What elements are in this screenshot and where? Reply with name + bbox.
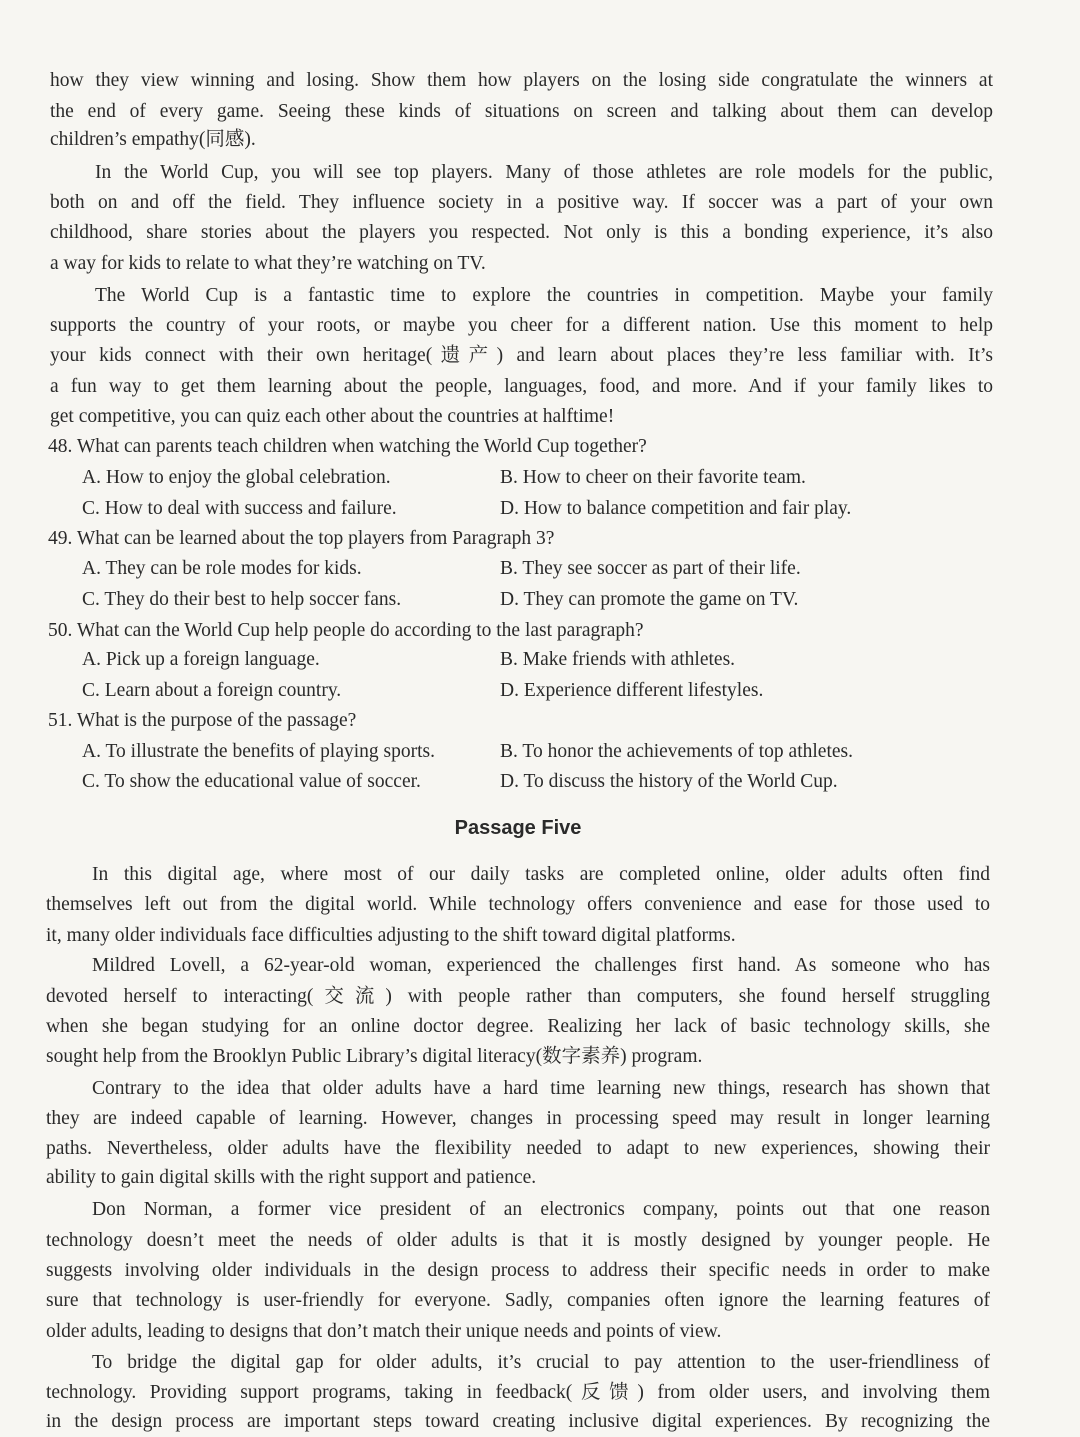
text-line: a way for kids to relate to what they’re watching on TV. (50, 253, 486, 274)
text-line: sought help from the Brooklyn Public Library’s digital literacy(数字素养) program. (46, 1046, 703, 1067)
text-line: Mildred Lovell, a 62-year-old woman, experienced the challenges first hand. As someone who has (92, 955, 990, 976)
text-line: get competitive, you can quiz each other about the countries at halftime! (50, 406, 615, 427)
question-stem: 48. What can parents teach children when watching the World Cup together? (48, 436, 647, 457)
option-d[interactable]: D. How to balance competition and fair play. (500, 498, 852, 519)
text-line: they are indeed capable of learning. However, changes in processing speed may result in longer learning (46, 1108, 990, 1129)
option-c[interactable]: C. Learn about a foreign country. (82, 680, 342, 701)
text-line: To bridge the digital gap for older adults, it’s crucial to pay attention to the user-friendliness of (92, 1352, 990, 1373)
text-line: In this digital age, where most of our daily tasks are completed online, older adults often find (92, 864, 990, 885)
text-line: technology. Providing support programs, taking in feedback(反馈) from older users, and involving them (46, 1382, 990, 1403)
text-line: in the design process are important steps toward creating inclusive digital experiences. By recognizing the (46, 1411, 990, 1432)
option-c[interactable]: C. How to deal with success and failure. (82, 498, 397, 519)
question-stem: 50. What can the World Cup help people do according to the last paragraph? (48, 620, 644, 641)
text-line: sure that technology is user-friendly for everyone. Sadly, companies often ignore the learning features of (46, 1290, 990, 1311)
question-stem: 49. What can be learned about the top players from Paragraph 3? (48, 528, 555, 549)
text-line: technology doesn’t meet the needs of older adults is that it is mostly designed by younger people. He (46, 1230, 990, 1251)
option-d[interactable]: D. They can promote the game on TV. (500, 589, 799, 610)
question-stem: 51. What is the purpose of the passage? (48, 710, 357, 731)
option-b[interactable]: B. To honor the achievements of top athletes. (500, 741, 853, 762)
passage-five-title: Passage Five (454, 817, 582, 839)
option-a[interactable]: A. They can be role modes for kids. (82, 558, 362, 579)
option-a[interactable]: A. Pick up a foreign language. (82, 649, 320, 670)
text-line: The World Cup is a fantastic time to explore the countries in competition. Maybe your family (95, 285, 993, 306)
text-line: older adults, leading to designs that don’t match their unique needs and points of view. (46, 1321, 722, 1342)
option-b[interactable]: B. How to cheer on their favorite team. (500, 467, 806, 488)
option-b[interactable]: B. Make friends with athletes. (500, 649, 736, 670)
text-line: devoted herself to interacting(交流) with people rather than computers, she found herself struggling (46, 986, 990, 1007)
text-line: ability to gain digital skills with the right support and patience. (46, 1167, 537, 1188)
text-line: how they view winning and losing. Show them how players on the losing side congratulate the winners at (50, 70, 993, 91)
text-line: Don Norman, a former vice president of an electronics company, points out that one reason (92, 1199, 990, 1220)
text-line: supports the country of your roots, or maybe you cheer for a different nation. Use this moment to help (50, 315, 993, 336)
text-line: In the World Cup, you will see top players. Many of those athletes are role models for the public, (95, 162, 993, 183)
text-line: it, many older individuals face difficulties adjusting to the shift toward digital platforms. (46, 925, 736, 946)
option-c[interactable]: C. They do their best to help soccer fans. (82, 589, 402, 610)
option-c[interactable]: C. To show the educational value of soccer. (82, 771, 421, 792)
option-a[interactable]: A. To illustrate the benefits of playing sports. (82, 741, 436, 762)
option-a[interactable]: A. How to enjoy the global celebration. (82, 467, 391, 488)
text-line: paths. Nevertheless, older adults have the flexibility needed to adapt to new experiences, showing their (46, 1138, 990, 1159)
text-line: when she began studying for an online doctor degree. Realizing her lack of basic technology skills, she (46, 1016, 990, 1037)
text-line: a fun way to get them learning about the people, languages, food, and more. And if your family likes to (50, 376, 993, 397)
text-line: Contrary to the idea that older adults have a hard time learning new things, research has shown that (92, 1078, 990, 1099)
option-d[interactable]: D. Experience different lifestyles. (500, 680, 764, 701)
text-line: childhood, share stories about the players you respected. Not only is this a bonding experience, it’s also (50, 222, 993, 243)
text-line: suggests involving older individuals in the design process to address their specific needs in order to make (46, 1260, 990, 1281)
text-line: children’s empathy(同感). (50, 129, 256, 150)
option-d[interactable]: D. To discuss the history of the World Cup. (500, 771, 838, 792)
option-b[interactable]: B. They see soccer as part of their life. (500, 558, 801, 579)
text-line: themselves left out from the digital world. While technology offers convenience and ease for those used to (46, 894, 990, 915)
text-line: the end of every game. Seeing these kinds of situations on screen and talking about them can develop (50, 101, 993, 122)
text-line: your kids connect with their own heritage(遗产) and learn about places they’re less familiar with. It’s (50, 345, 993, 366)
text-line: both on and off the field. They influence society in a positive way. If soccer was a part of your own (50, 192, 993, 213)
